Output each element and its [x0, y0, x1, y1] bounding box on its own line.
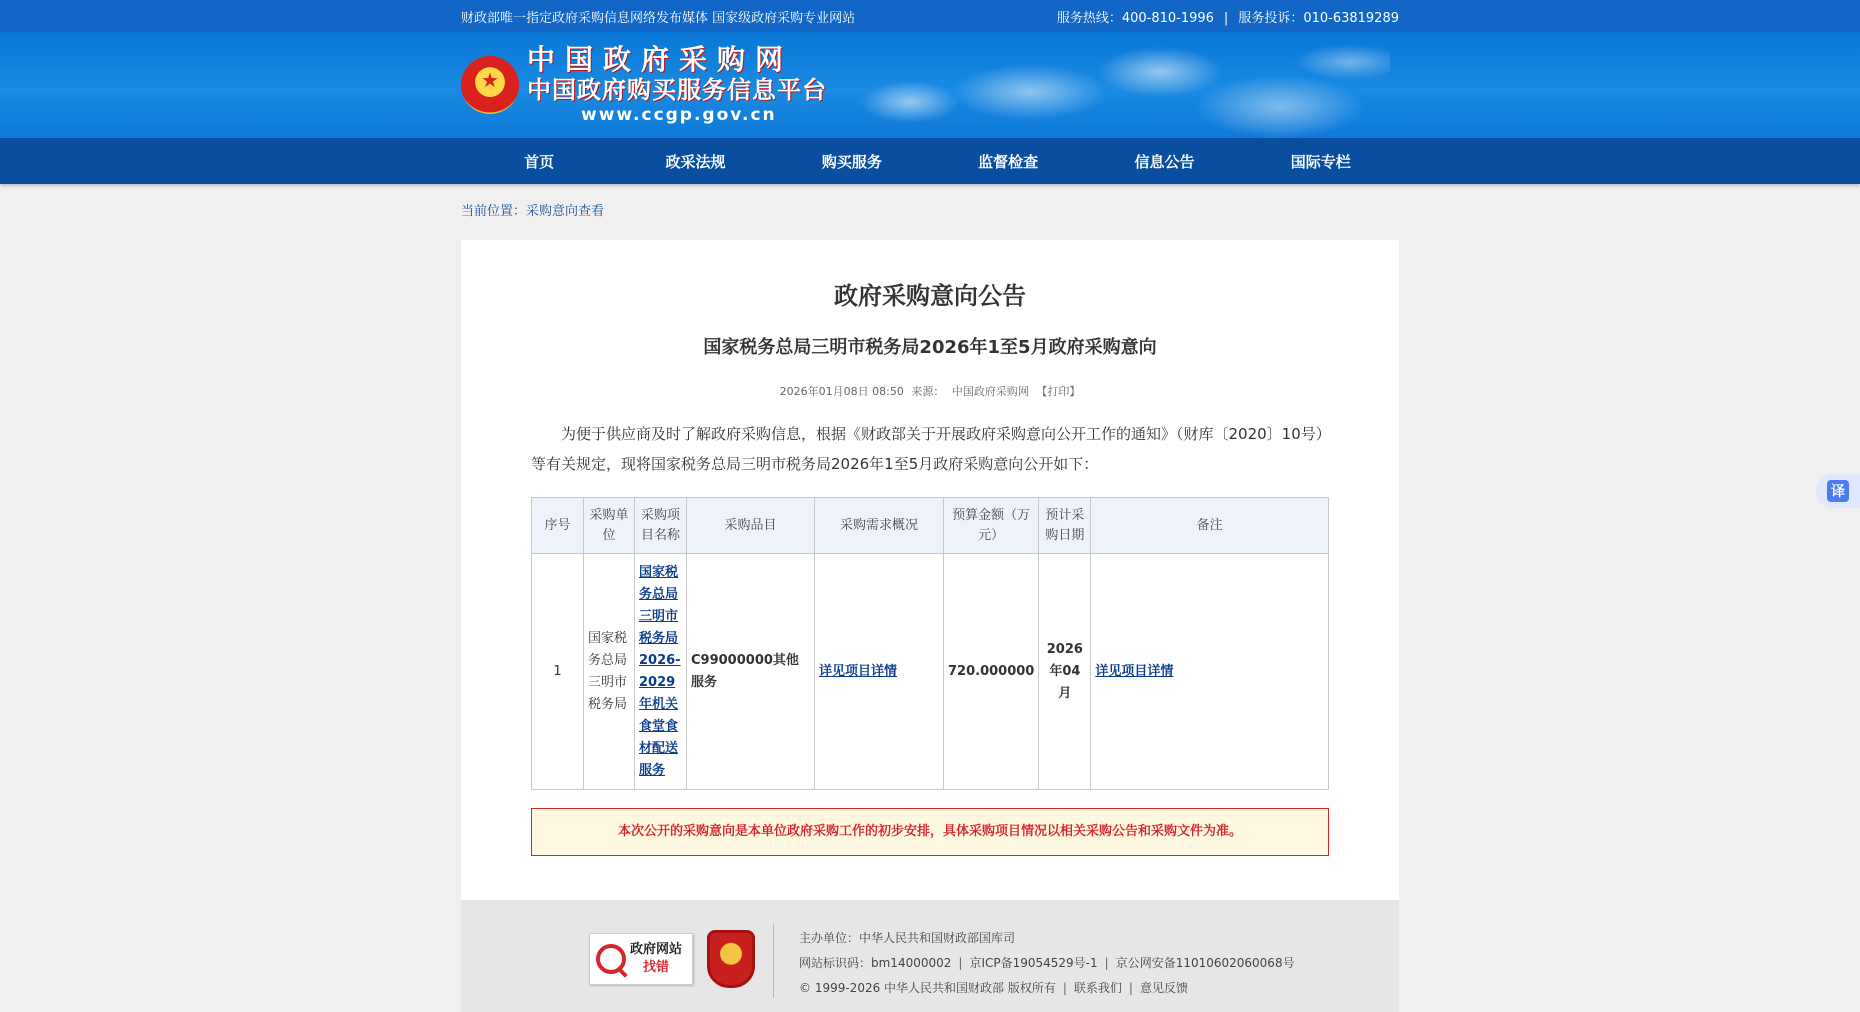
col-date: 预计采购日期 [1039, 498, 1091, 554]
nav-announcements[interactable]: 信息公告 [1134, 152, 1195, 171]
top-info-bar [0, 0, 1860, 32]
col-project: 采购项目名称 [635, 498, 687, 554]
source-label: 来源： [911, 385, 945, 398]
footer-divider [773, 924, 774, 998]
nav-regulations[interactable]: 政采法规 [665, 152, 726, 171]
nav-purchase-services[interactable]: 购买服务 [821, 152, 882, 171]
party-organ-icon[interactable] [707, 930, 755, 988]
col-unit: 采购单位 [584, 498, 635, 554]
police-record-link[interactable]: 京公网安备11010602060068号 [1115, 956, 1295, 970]
cell-index: 1 [532, 554, 584, 790]
nav-home[interactable]: 首页 [524, 152, 555, 171]
top-contacts: 服务热线：400-810-1996 | 服务投诉：010-63819289 [1056, 10, 1399, 26]
publish-date: 2026年01月08日 08:50 [779, 385, 904, 398]
national-emblem-icon [461, 56, 519, 114]
cell-unit: 国家税务总局三明市税务局 [584, 554, 635, 790]
translate-button[interactable] [1816, 474, 1860, 508]
article-meta [531, 383, 1329, 399]
site-logo[interactable] [527, 44, 827, 126]
intro-paragraph: 为便于供应商及时了解政府采购信息，根据《财政部关于开展政府采购意向公开工作的通知》（财库〔2020〕10号）等有关规定，现将国家税务总局三明市税务局2026年1至5月政府采购意向公开如下： [531, 425, 1324, 473]
col-remark: 备注 [1091, 498, 1329, 554]
host-unit: 主办单位：中华人民共和国财政部国库司 [799, 931, 1016, 945]
site-id: 网站标识码：bm14000002 [799, 956, 952, 970]
complaint-text: 服务投诉：010-63819289 [1238, 10, 1399, 26]
breadcrumb-text[interactable]: 当前位置：采购意向查看 [461, 204, 605, 219]
nav-international[interactable]: 国际专栏 [1290, 152, 1351, 171]
footer-info: 主办单位：中华人民共和国财政部国库司 网站标识码：bm14000002 | 京ICP备19054529号-1 | 京公网安备11010602060068号 © 1999-2026 中华人民共和国财政部 版权所有 | 联系我们 | 意见反馈 [799, 926, 1295, 1001]
feedback-link[interactable]: 意见反馈 [1139, 981, 1188, 995]
magnifier-icon [596, 944, 626, 974]
page-title: 政府采购意向公告 [834, 282, 1026, 310]
col-index: 序号 [532, 498, 584, 554]
project-name-link[interactable]: 国家税务总局三明市税务局2026-2029年机关食堂食材配送服务 [639, 564, 681, 778]
logo-subtitle: 中国政府购买服务信息平台 [527, 76, 827, 104]
logo-title: 中国政府采购网 [527, 43, 794, 76]
contact-link[interactable]: 联系我们 [1073, 981, 1122, 995]
icp-link[interactable]: 京ICP备19054529号-1 [969, 956, 1098, 970]
cell-budget: 720.000000 [944, 554, 1039, 790]
header-banner [0, 32, 1860, 138]
article-content [461, 240, 1399, 900]
source-name: 中国政府采购网 [951, 385, 1029, 398]
badge-bottom-text: 找错 [643, 960, 670, 975]
print-link[interactable]: 【打印】 [1036, 385, 1081, 398]
breadcrumb [0, 184, 1860, 240]
copyright: © 1999-2026 中华人民共和国财政部 版权所有 [799, 981, 1056, 995]
col-demand: 采购需求概况 [815, 498, 944, 554]
notice-box: 本次公开的采购意向是本单位政府采购工作的初步安排，具体采购项目情况以相关采购公告和采购文件为准。 [531, 808, 1329, 856]
page-footer [461, 900, 1399, 1012]
cell-date: 2026年04月 [1039, 554, 1091, 790]
report-error-badge[interactable] [589, 933, 693, 985]
translate-icon: 译 [1827, 480, 1849, 502]
article-subtitle: 国家税务总局三明市税务局2026年1至5月政府采购意向 [703, 337, 1157, 358]
top-slogan: 财政部唯一指定政府采购信息网络发布媒体 国家级政府采购专业网站 [461, 10, 856, 26]
badge-top-text: 政府网站 [630, 942, 683, 957]
logo-url: www.ccgp.gov.cn [581, 105, 777, 125]
cell-category: C99000000其他服务 [687, 554, 815, 790]
main-nav [0, 138, 1860, 184]
demand-detail-link[interactable]: 详见项目详情 [819, 663, 898, 679]
nav-supervision[interactable]: 监督检查 [978, 152, 1039, 171]
col-category: 采购品目 [687, 498, 815, 554]
table-row [532, 554, 1329, 790]
remark-detail-link[interactable]: 详见项目详情 [1095, 663, 1174, 679]
intent-table [531, 497, 1329, 790]
col-budget: 预算金额（万元） [944, 498, 1039, 554]
hotline-text: 服务热线：400-810-1996 [1056, 10, 1214, 26]
